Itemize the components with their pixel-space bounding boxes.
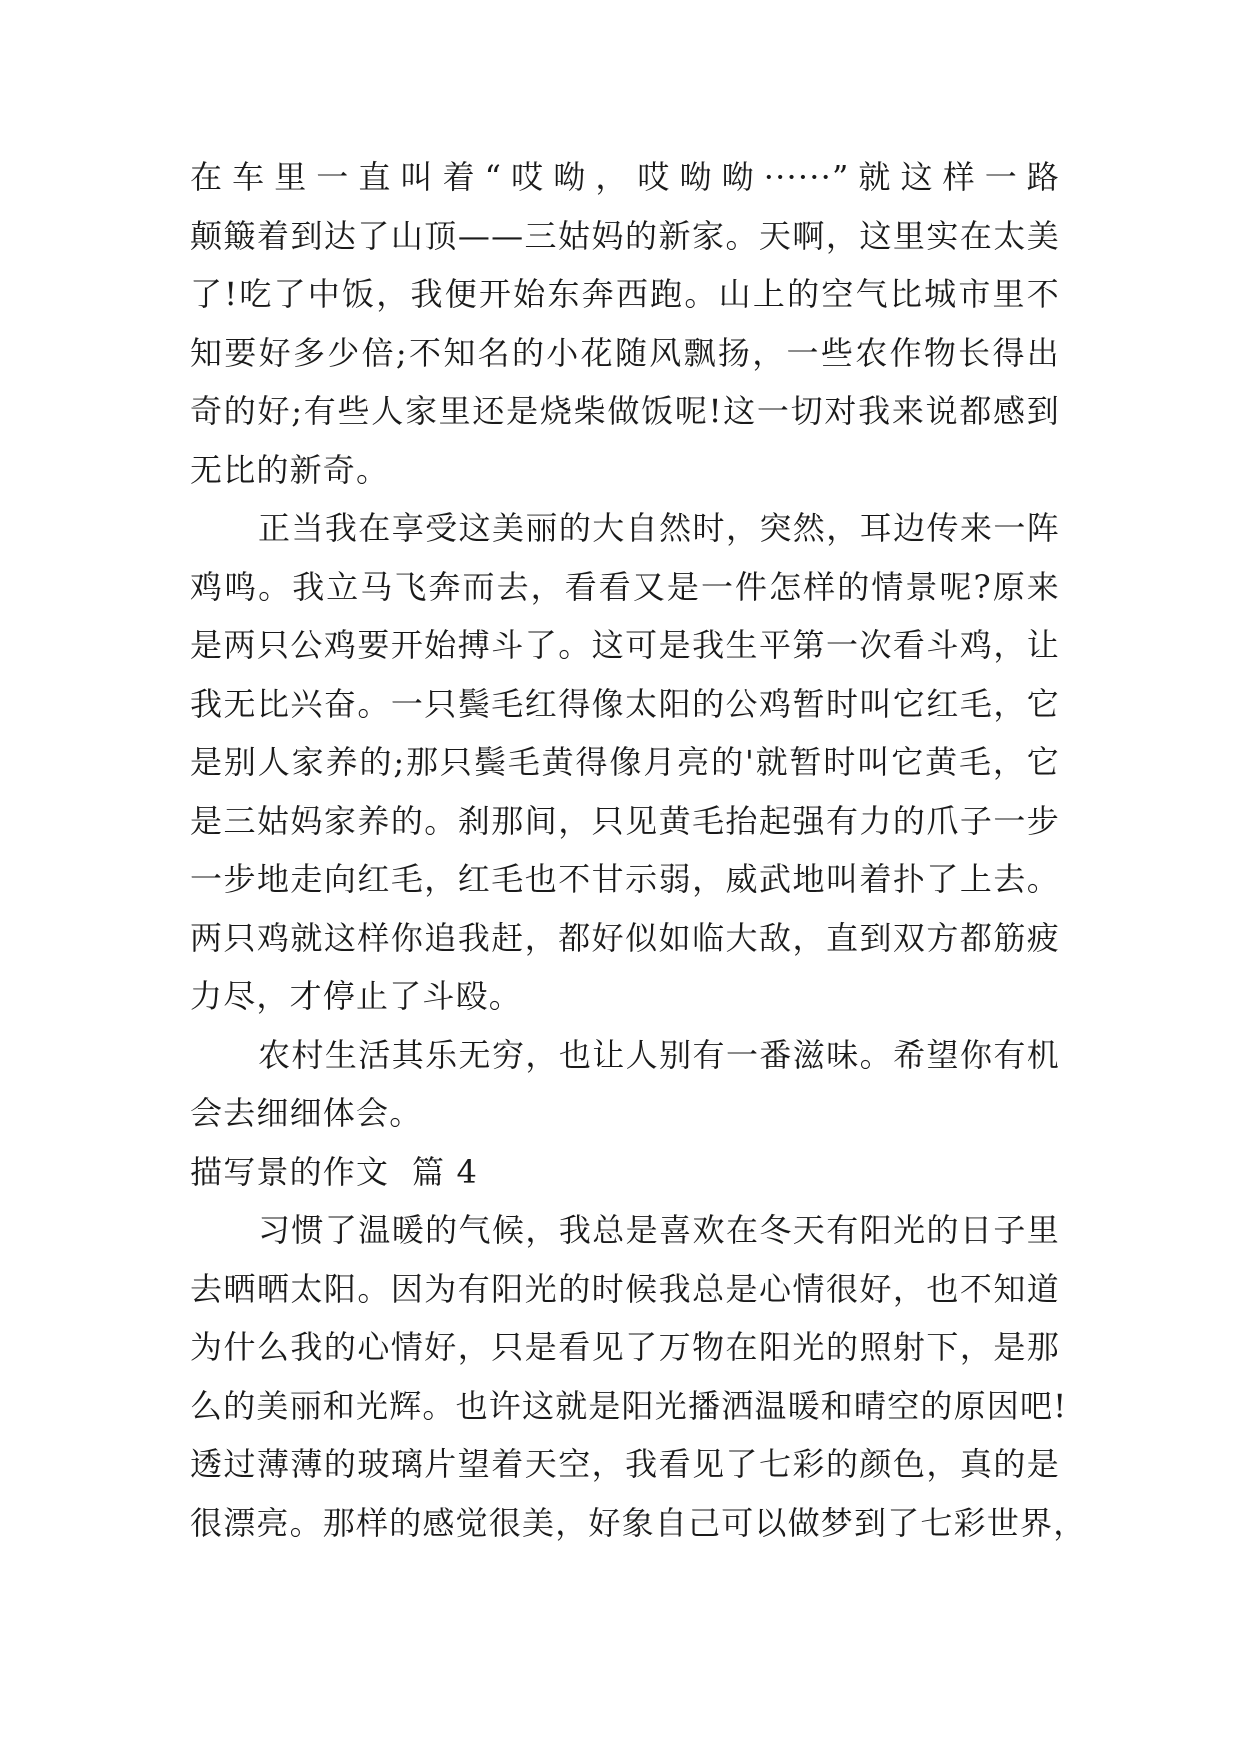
text-line: 透过薄薄的玻璃片望着天空，我看见了七彩的颜色，真的是 bbox=[190, 1445, 1060, 1483]
text-line: 奇的好;有些人家里还是烧柴做饭呢!这一切对我来说都感到 bbox=[190, 392, 1060, 430]
text-line: 知要好多少倍;不知名的小花随风飘扬，一些农作物长得出 bbox=[190, 333, 1060, 372]
text-line: 很漂亮。那样的感觉很美，好象自己可以做梦到了七彩世界， bbox=[190, 1503, 1087, 1542]
text-line: 习惯了温暖的气候，我总是喜欢在冬天有阳光的日子里 bbox=[258, 1211, 1060, 1249]
section-heading-text: 描写景的作文 篇 4 bbox=[190, 1152, 479, 1191]
text-line: 两只鸡就这样你追我赶，都好似如临大敌，直到双方都筋疲 bbox=[190, 918, 1060, 957]
document-body bbox=[190, 148, 1087, 1552]
text-line: 正当我在享受这美丽的大自然时，突然，耳边传来一阵 bbox=[258, 509, 1060, 547]
paragraph-1 bbox=[190, 148, 1060, 499]
text-line: 农村生活其乐无穷，也让人别有一番滋味。希望你有机 bbox=[258, 1035, 1060, 1074]
text-line: 我无比兴奋。一只鬓毛红得像太阳的公鸡暂时叫它红毛，它 bbox=[190, 684, 1060, 723]
section-heading bbox=[190, 1143, 1060, 1202]
text-line: 是别人家养的;那只鬓毛黄得像月亮的'就暂时叫它黄毛，它 bbox=[190, 743, 1060, 781]
paragraph-2 bbox=[190, 499, 1060, 1026]
text-line: 力尽，才停止了斗殴。 bbox=[190, 977, 523, 1015]
text-line: 一步地走向红毛，红毛也不甘示弱，威武地叫着扑了上去。 bbox=[190, 860, 1060, 898]
text-line: 鸡鸣。我立马飞奔而去，看看又是一件怎样的情景呢?原来 bbox=[190, 567, 1060, 606]
text-line: 是两只公鸡要开始搏斗了。这可是我生平第一次看斗鸡，让 bbox=[190, 626, 1060, 664]
text-line: 去晒晒太阳。因为有阳光的时候我总是心情很好，也不知道 bbox=[190, 1269, 1060, 1308]
text-line: 么的美丽和光辉。也许这就是阳光播洒温暖和晴空的原因吧! bbox=[190, 1386, 1068, 1425]
text-line: 是三姑妈家养的。刹那间，只见黄毛抬起强有力的爪子一步 bbox=[190, 801, 1060, 840]
text-line: 在车里一直叫着“哎呦，哎呦呦······”就这样一路 bbox=[190, 158, 1060, 196]
text-line: 为什么我的心情好，只是看见了万物在阳光的照射下，是那 bbox=[190, 1328, 1060, 1366]
paragraph-3 bbox=[190, 1026, 1060, 1143]
text-line: 了!吃了中饭，我便开始东奔西跑。山上的空气比城市里不 bbox=[190, 275, 1060, 313]
text-line: 颠簸着到达了山顶——三姑妈的新家。天啊，这里实在太美 bbox=[190, 216, 1060, 255]
text-line: 无比的新奇。 bbox=[190, 450, 390, 489]
text-line: 会去细细体会。 bbox=[190, 1094, 423, 1132]
paragraph-4 bbox=[190, 1201, 1087, 1552]
